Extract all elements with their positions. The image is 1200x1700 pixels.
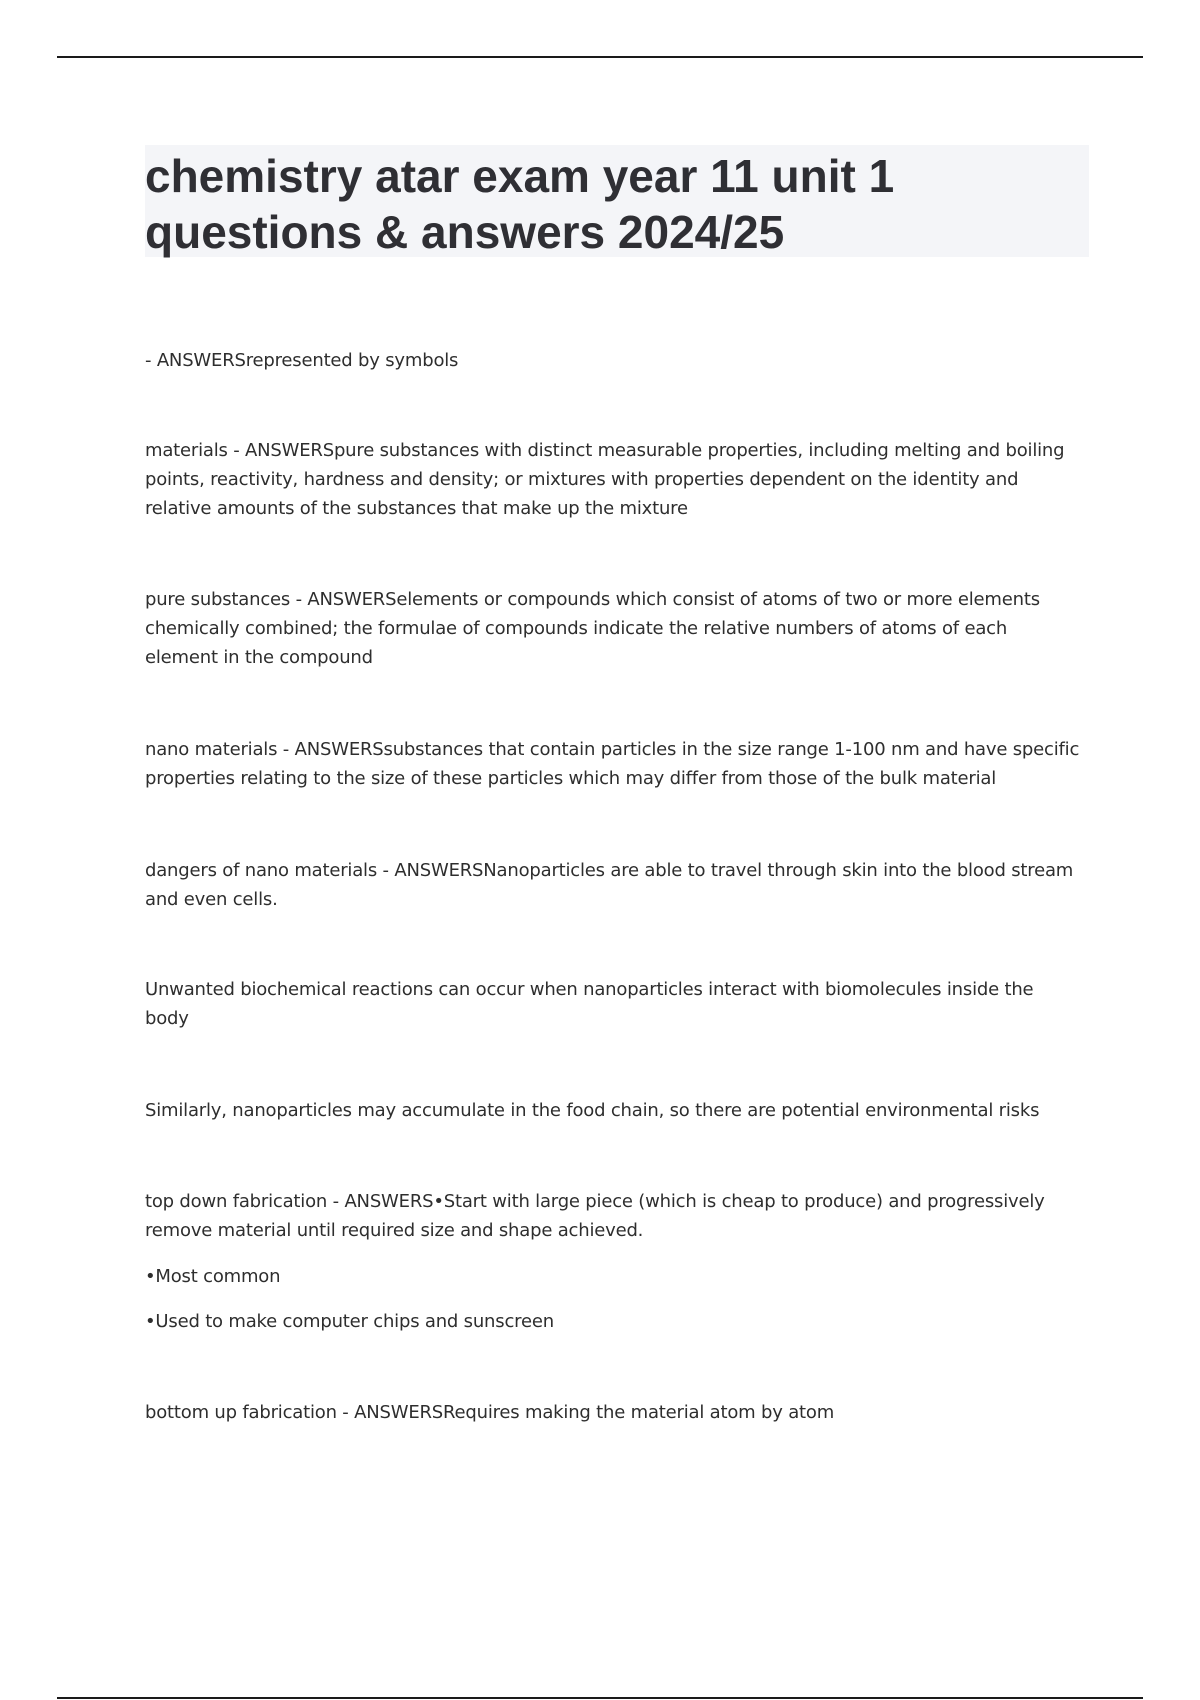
text-line: materials - ANSWERSpure substances with distinct measurable properties, including melting and boiling — [145, 440, 1065, 461]
text-line: relative amounts of the substances that make up the mixture — [145, 498, 688, 519]
answer-materials — [145, 436, 1095, 523]
text-line: pure substances - ANSWERSelements or compounds which consist of atoms of two or more elements — [145, 589, 1040, 610]
answer-symbols — [145, 346, 1095, 375]
text-line: element in the compound — [145, 647, 373, 668]
text-line: Similarly, nanoparticles may accumulate in the food chain, so there are potential environmental risks — [145, 1100, 1040, 1121]
document-title — [145, 148, 1089, 260]
text-line: chemically combined; the formulae of compounds indicate the relative numbers of atoms of each — [145, 618, 1008, 639]
paragraph-biochemical — [145, 975, 1095, 1033]
answer-bottom-up — [145, 1398, 1095, 1427]
bottom-rule — [57, 1697, 1143, 1699]
bullet-most-common — [145, 1262, 1095, 1291]
text-line: nano materials - ANSWERSsubstances that contain particles in the size range 1-100 nm and have specific — [145, 739, 1080, 760]
text-line: remove material until required size and shape achieved. — [145, 1220, 644, 1241]
text-line: and even cells. — [145, 889, 278, 910]
text-line: top down fabrication - ANSWERS•Start with large piece (which is cheap to produce) and progressively — [145, 1191, 1045, 1212]
answer-pure-substances — [145, 585, 1095, 672]
text-line: - ANSWERSrepresented by symbols — [145, 350, 459, 371]
text-line: bottom up fabrication - ANSWERSRequires making the material atom by atom — [145, 1402, 835, 1423]
answer-nano-materials — [145, 735, 1095, 793]
bullet-computer-chips — [145, 1307, 1095, 1336]
answer-dangers-nano — [145, 856, 1095, 914]
top-rule — [57, 56, 1143, 58]
text-line: •Used to make computer chips and sunscreen — [145, 1311, 554, 1332]
title-line: questions & answers 2024/25 — [145, 206, 785, 258]
text-line: •Most common — [145, 1266, 281, 1287]
text-line: body — [145, 1008, 189, 1029]
text-line: points, reactivity, hardness and density; or mixtures with properties dependent on the identity and — [145, 469, 1019, 490]
paragraph-food-chain — [145, 1096, 1095, 1125]
text-line: dangers of nano materials - ANSWERSNanoparticles are able to travel through skin into the blood stream — [145, 860, 1074, 881]
text-line: properties relating to the size of these particles which may differ from those of the bulk material — [145, 768, 997, 789]
title-line: chemistry atar exam year 11 unit 1 — [145, 150, 895, 202]
text-line: Unwanted biochemical reactions can occur when nanoparticles interact with biomolecules inside the — [145, 979, 1034, 1000]
answer-top-down — [145, 1187, 1095, 1245]
